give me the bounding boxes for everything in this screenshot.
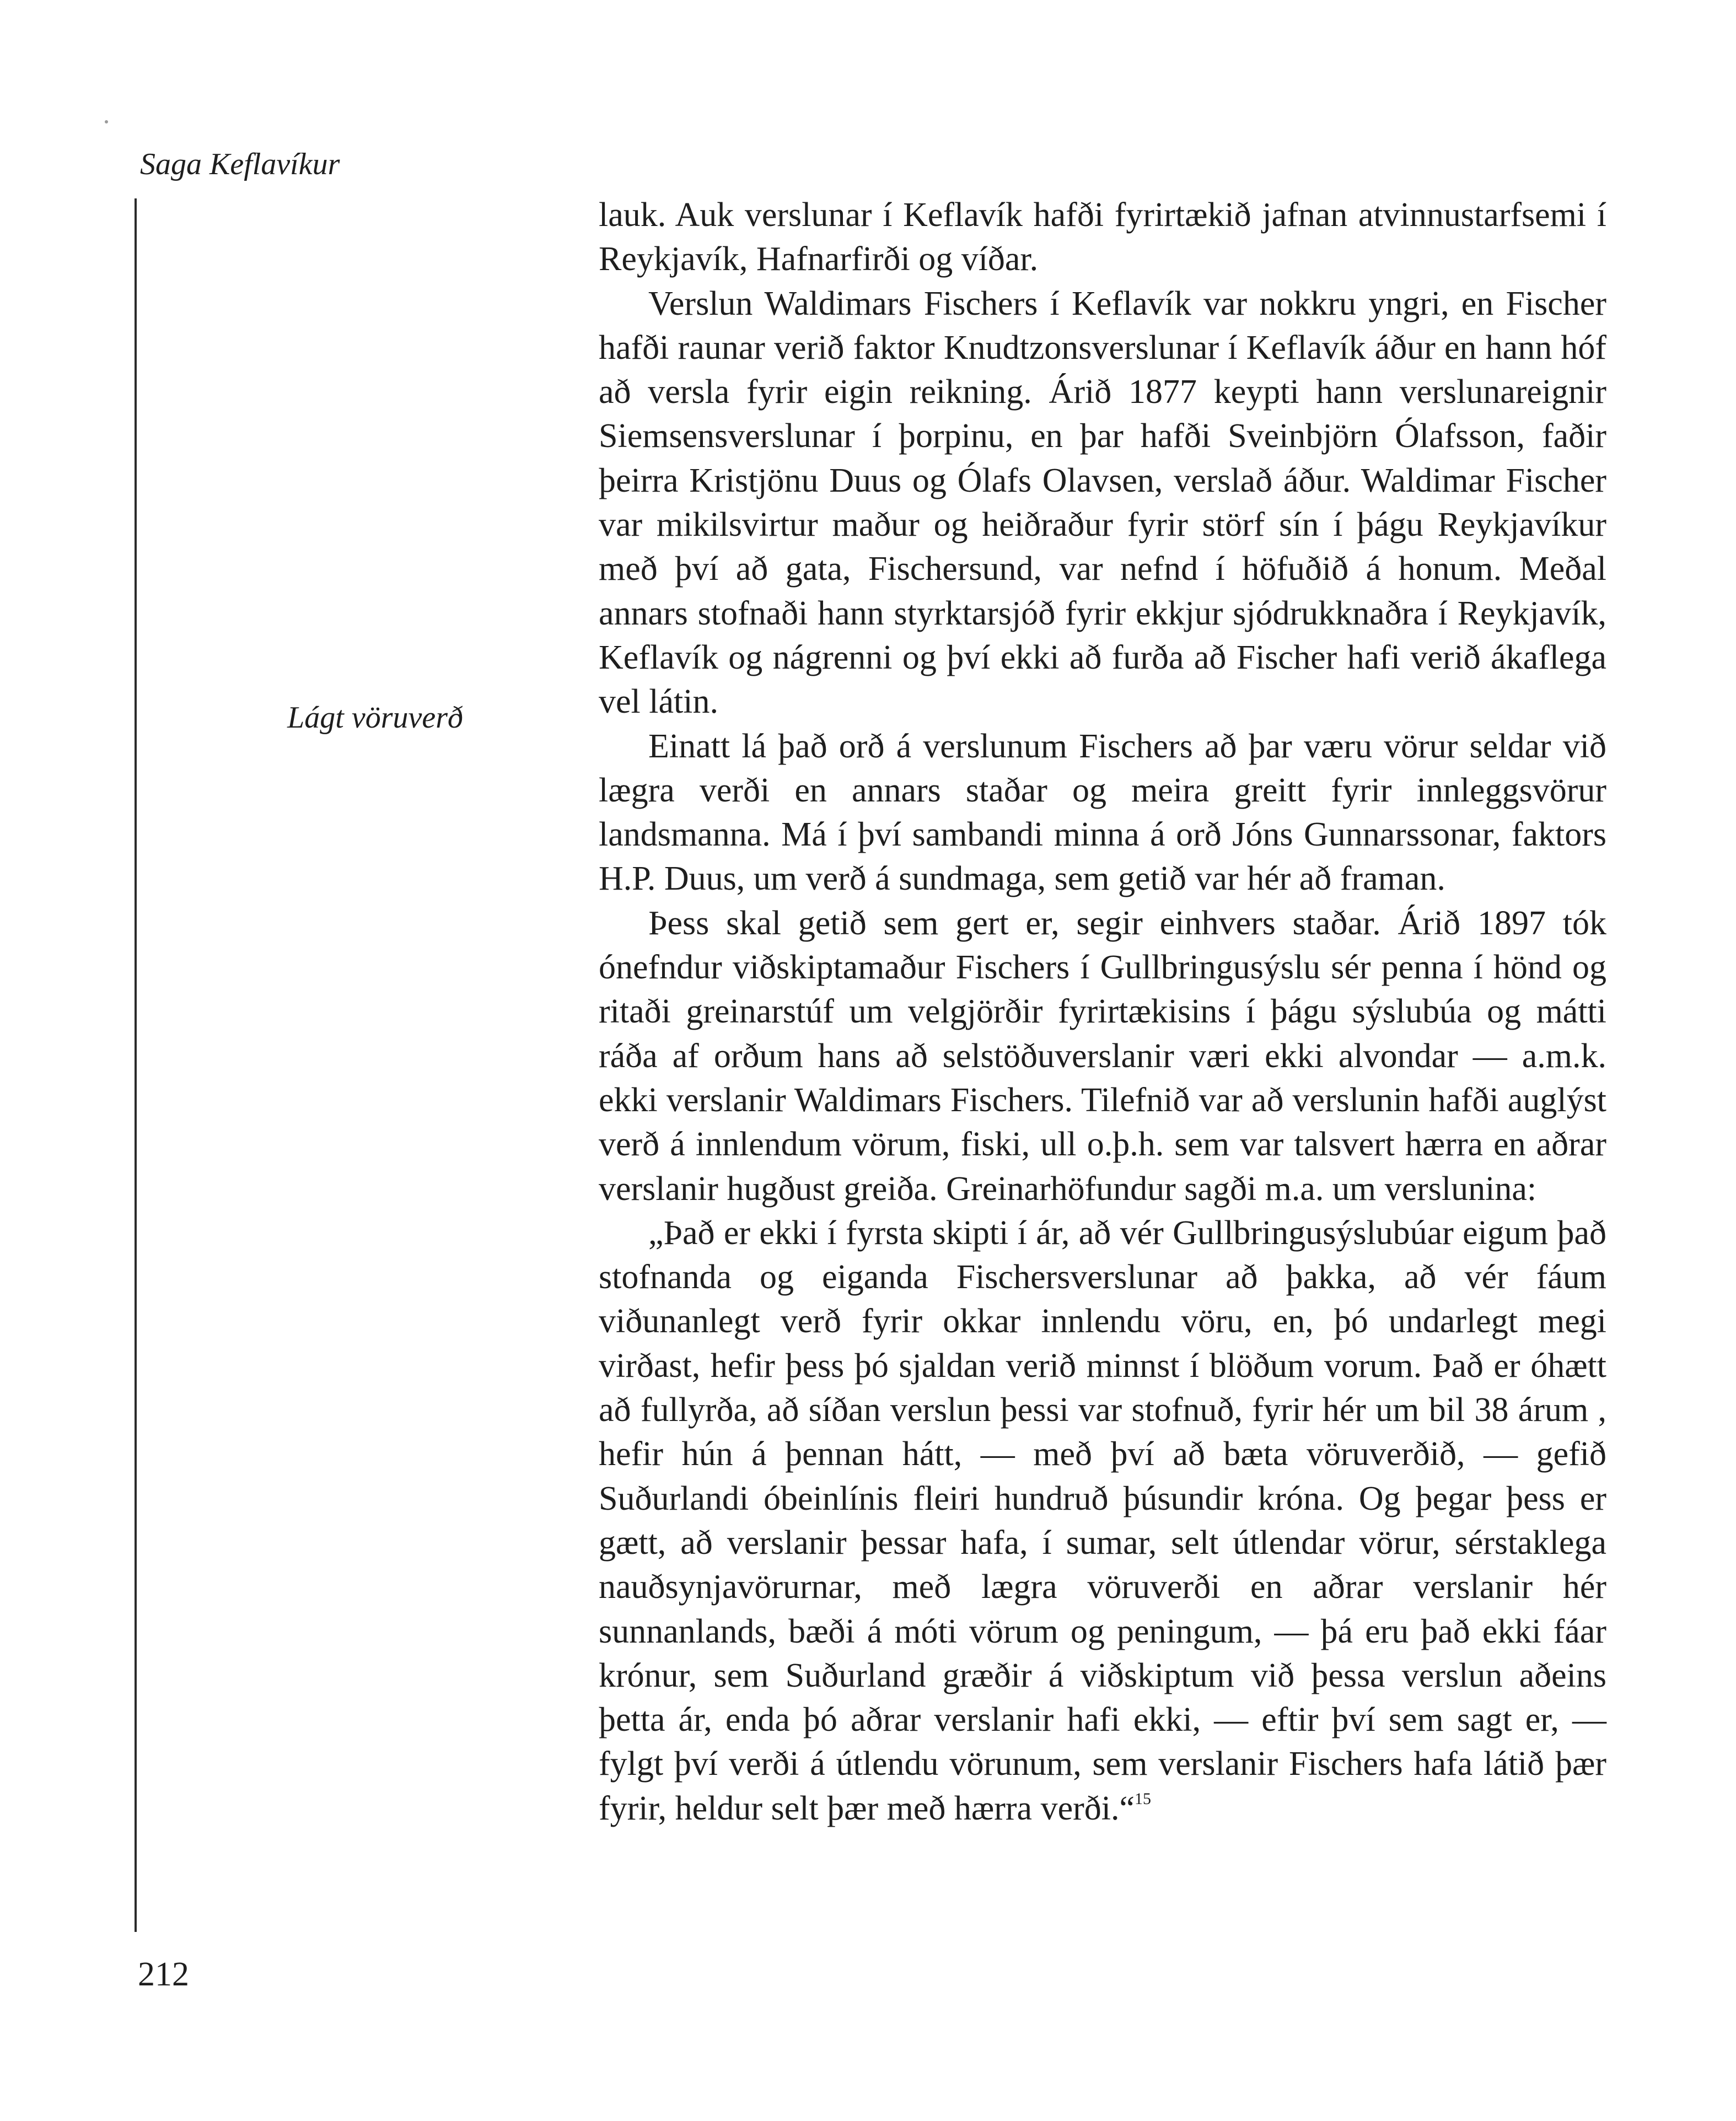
scan-speck (105, 120, 108, 123)
paragraph: Verslun Waldimars Fischers í Keflavík var nokkru yngri, en Fischer hafði raunar verið faktor Knudtzonsverslunar í Keflavík áður en hann hóf að versla fyrir eigin reikning. Árið 1877 keypti hann verslunareignir Siemsensverslunar í þorpinu, en þar hafði Sveinbjörn Ólafsson, faðir þeirra Kristjönu Duus og Ólafs Olavsen, verslað áður. Waldimar Fischer var mikilsvirtur maður og heiðraður fyrir störf sín í þágu Reykjavíkur með því að gata, Fischersund, var nefnd í höfuðið á honum. Meðal annars stofnaði hann styrktarsjóð fyrir ekkjur sjódrukknaðra í Reykjavík, Keflavík og nágrenni og því ekki að furða að Fischer hafi verið ákaflega vel látin. (599, 284, 1606, 721)
block-quote (599, 1211, 1606, 1831)
body-text (599, 193, 1606, 1831)
margin-rule (135, 198, 137, 1932)
page-number: 212 (138, 1956, 189, 1993)
paragraph-continuation: lauk. Auk verslunar í Keflavík hafði fyrirtækið jafnan atvinnustarfsemi í Reykjavík, Hafnarfirði og víðar. (599, 196, 1606, 278)
quote-text: „Það er ekki í fyrsta skipti í ár, að vér Gullbringusýslubúar eigum það stofnanda og eiganda Fischersverslunar að þakka, að vér fáum viðunanlegt verð fyrir okkar innlendu vöru, en, þó undarlegt megi virðast, hefir þess þó sjaldan verið minnst í blöðum vorum. Það er óhætt að fullyrða, að síðan verslun þessi var stofnuð, fyrir hér um bil 38 árum , hefir hún á þennan hátt, — með því að bæta vöruverðið, — gefið Suðurlandi óbeinlínis fleiri hundruð þúsundir króna. Og þegar þess er gætt, að verslanir þessar hafa, í sumar, selt útlendar vörur, sérstaklega nauðsynjavörurnar, með lægra vöruverði en aðrar verslanir hér sunnanlands, bæði á móti vörum og peningum, — þá eru það ekki fáar krónur, sem Suðurland græðir á viðskiptum við þessa verslun aðeins þetta ár, enda þó aðrar verslanir hafi ekki, — eftir því sem sagt er, — fylgt því verði á útlendu vörunum, sem verslanir Fischers hafa látið þær fyrir, heldur selt þær með hærra verði.“ (599, 1214, 1606, 1827)
running-head: Saga Keflavíkur (140, 147, 340, 181)
paragraph: Einatt lá það orð á verslunum Fischers að þar væru vörur seldar við lægra verði en annars staðar og meira greitt fyrir innleggsvörur landsmanna. Má í því sambandi minna á orð Jóns Gunnarssonar, faktors H.P. Duus, um verð á sundmaga, sem getið var hér að framan. (599, 727, 1606, 898)
paragraph: Þess skal getið sem gert er, segir einhvers staðar. Árið 1897 tók ónefndur viðskiptamaður Fischers í Gullbringusýslu sér penna í hönd og ritaði greinarstúf um velgjörðir fyrirtækisins í þágu sýslubúa og mátti ráða af orðum hans að selstöðuverslanir væri ekki alvondar — a.m.k. ekki verslanir Waldimars Fischers. Tilefnið var að verslunin hafði auglýst verð á innlendum vörum, fiski, ull o.þ.h. sem var talsvert hærra en aðrar verslanir hugðust greiða. Greinarhöfundur sagði m.a. um verslunina: (599, 904, 1606, 1208)
footnote-reference[interactable]: 15 (1135, 1789, 1151, 1808)
margin-note: Lágt vöruverð (287, 701, 463, 735)
